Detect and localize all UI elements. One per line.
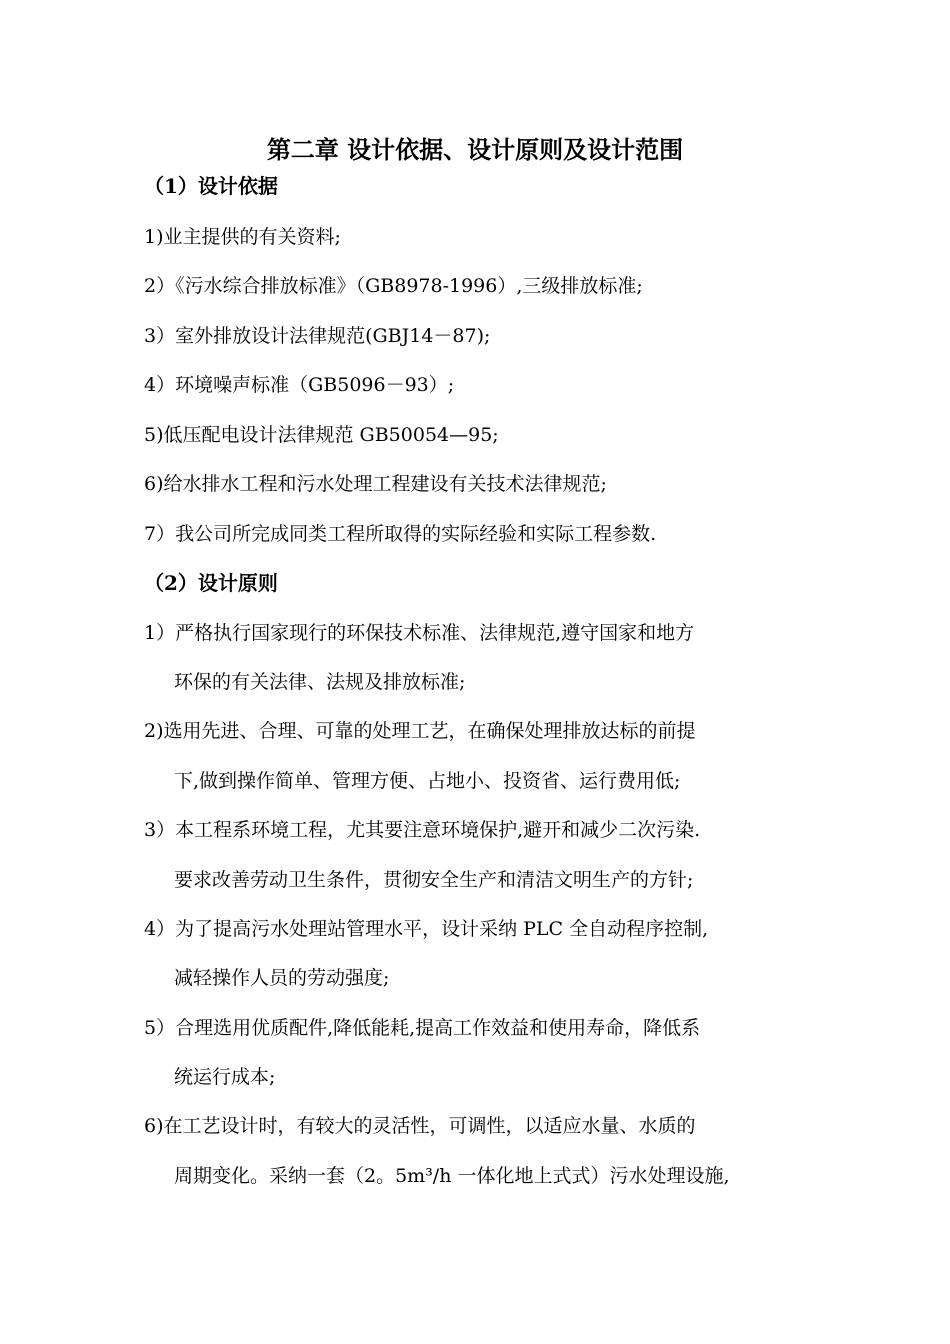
principle-item-2-line-2: 下,做到操作简单、管理方便、占地小、投资省、运行费用低;: [174, 770, 681, 792]
principle-item-3-line-1: 3）本工程系环境工程，尤其要注意环境保护,避开和减少二次污染.: [144, 819, 701, 841]
principle-item-2-line-1: 2)选用先进、合理、可靠的处理工艺，在确保处理排放达标的前提: [144, 720, 696, 742]
basis-item-2: 2）《污水综合排放标准》（GB8978-1996）,三级排放标准;: [144, 275, 643, 297]
basis-item-4: 4）环境噪声标准（GB5096－93）;: [144, 374, 455, 396]
basis-item-6: 6)给水排水工程和污水处理工程建设有关技术法律规范;: [144, 473, 607, 495]
principle-item-6-line-1: 6)在工艺设计时，有较大的灵活性，可调性，以适应水量、水质的: [144, 1115, 696, 1137]
chapter-title: 第二章 设计依据、设计原则及设计范围: [266, 135, 684, 164]
principle-item-1-line-2: 环保的有关法律、法规及排放标准;: [174, 671, 466, 693]
basis-item-5: 5)低压配电设计法律规范 GB50054—95;: [144, 424, 499, 446]
principle-item-1-line-1: 1）严格执行国家现行的环保技术标准、法律规范,遵守国家和地方: [144, 622, 695, 644]
section-heading-design-principles: （2）设计原则: [144, 571, 278, 595]
section-heading-design-basis: （1）设计依据: [144, 174, 278, 198]
principle-item-5-line-1: 5）合理选用优质配件,降低能耗,提高工作效益和使用寿命，降低系: [144, 1017, 701, 1039]
basis-item-3: 3）室外排放设计法律规范(GBJ14－87);: [144, 325, 491, 347]
principle-item-4-line-1: 4）为了提高污水处理站管理水平，设计采纳 PLC 全自动程序控制,: [144, 918, 709, 940]
principle-item-5-line-2: 统运行成本;: [174, 1066, 276, 1088]
principle-item-4-line-2: 减轻操作人员的劳动强度;: [174, 967, 390, 989]
basis-item-7: 7）我公司所完成同类工程所取得的实际经验和实际工程参数.: [144, 523, 657, 545]
basis-item-1: 1)业主提供的有关资料;: [144, 226, 341, 248]
principle-item-6-line-2: 周期变化。采纳一套（2。5m³/h 一体化地上式式）污水处理设施,: [174, 1165, 730, 1187]
principle-item-3-line-2: 要求改善劳动卫生条件，贯彻安全生产和清洁文明生产的方针;: [174, 869, 694, 891]
